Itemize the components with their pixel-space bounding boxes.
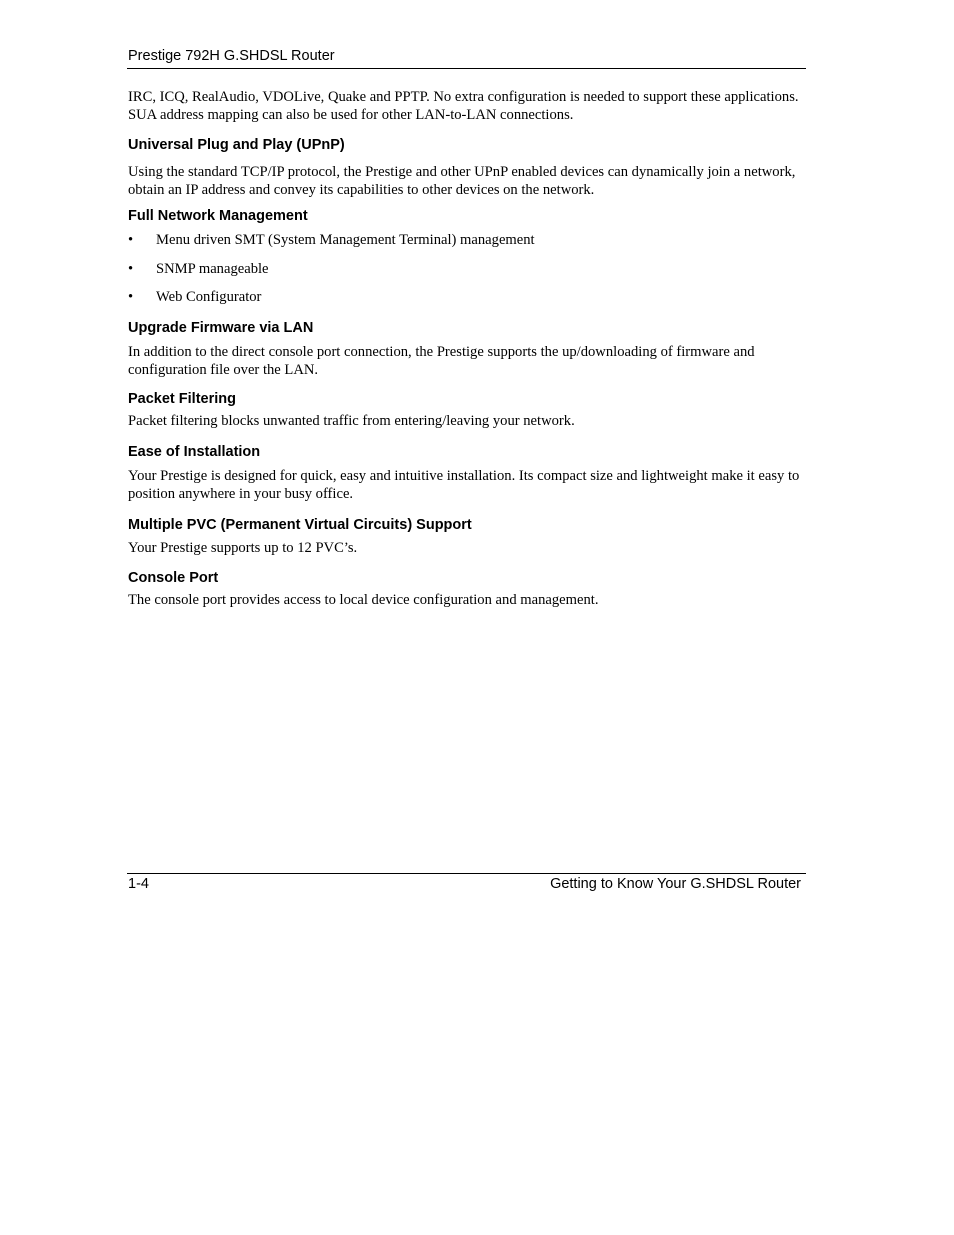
paragraph-multiple-pvc: Your Prestige supports up to 12 PVC’s. bbox=[128, 540, 358, 556]
heading-console-port: Console Port bbox=[128, 570, 219, 586]
heading-upgrade-firmware: Upgrade Firmware via LAN bbox=[128, 320, 314, 336]
bullet-dot: • bbox=[128, 289, 134, 305]
paragraph-upnp: Using the standard TCP/IP protocol, the Prestige and other UPnP enabled devices can dynamically join a network, obtain an IP address and convey its capabilities to other devices on the network. bbox=[128, 164, 796, 198]
running-header-title: Prestige 792H G.SHDSL Router bbox=[128, 48, 335, 64]
paragraph-packet-filtering: Packet filtering blocks unwanted traffic from entering/leaving your network. bbox=[128, 413, 575, 429]
heading-ease-of-installation: Ease of Installation bbox=[128, 444, 261, 460]
heading-upnp: Universal Plug and Play (UPnP) bbox=[128, 137, 345, 153]
paragraph-console-port: The console port provides access to local device configuration and management. bbox=[128, 592, 599, 608]
bullet-text: Web Configurator bbox=[156, 289, 262, 305]
footer-rule bbox=[127, 873, 806, 874]
bullet-dot: • bbox=[128, 232, 134, 248]
paragraph-ease-of-installation: Your Prestige is designed for quick, easy and intuitive installation. Its compact size and lightweight make it easy to position anywhere in your busy office. bbox=[128, 468, 800, 502]
heading-multiple-pvc: Multiple PVC (Permanent Virtual Circuits) Support bbox=[128, 517, 472, 533]
paragraph-upgrade-firmware: In addition to the direct console port connection, the Prestige supports the up/downloading of firmware and configuration file over the LAN. bbox=[128, 344, 755, 378]
bullet-text: Menu driven SMT (System Management Terminal) management bbox=[156, 232, 535, 248]
heading-network-management: Full Network Management bbox=[128, 208, 308, 224]
header-rule bbox=[127, 68, 806, 69]
footer-chapter-title: Getting to Know Your G.SHDSL Router bbox=[550, 876, 801, 892]
bullet-dot: • bbox=[128, 261, 134, 277]
bullet-text: SNMP manageable bbox=[156, 261, 269, 277]
page-number: 1-4 bbox=[128, 876, 149, 892]
intro-paragraph: IRC, ICQ, RealAudio, VDOLive, Quake and PPTP. No extra configuration is needed to support these applications. SUA address mapping can also be used for other LAN-to-LAN connections. bbox=[128, 89, 799, 123]
heading-packet-filtering: Packet Filtering bbox=[128, 391, 236, 407]
